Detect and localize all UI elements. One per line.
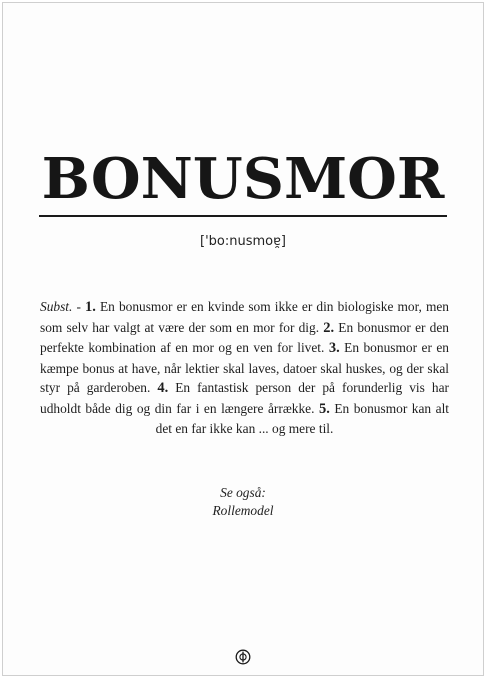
title-divider bbox=[39, 215, 447, 217]
entry-text: En bonusmor er en kvinde som ikke er din biologiske mor, men som selv har valgt at være der som en mor for dig. bbox=[40, 299, 449, 335]
see-also-label: Se også: bbox=[220, 485, 266, 500]
word-class: Subst. bbox=[40, 299, 73, 314]
entry-text: En bonusmor er den perfekte kombination af en mor og en ven for livet. bbox=[40, 319, 449, 355]
circle-monogram-icon bbox=[235, 649, 251, 665]
pronunciation: ['bo:nusmoɐ̯] bbox=[200, 234, 286, 249]
entry-number: 4. bbox=[157, 380, 169, 396]
entry-number: 5. bbox=[318, 400, 330, 417]
entry-number: 2. bbox=[323, 319, 335, 336]
poster bbox=[2, 2, 484, 676]
word-class-dash: - bbox=[72, 299, 86, 314]
entry-number: 3. bbox=[328, 340, 340, 356]
entry-number: 1. bbox=[85, 299, 96, 315]
see-also bbox=[3, 484, 483, 520]
entry-text: En bonusmor kan alt det en far ikke kan ... og mere til. bbox=[155, 400, 450, 436]
see-also-term: Rollemodel bbox=[212, 503, 274, 518]
page-title: BONUSMOR bbox=[41, 146, 445, 212]
entry-text: En fantastisk person der på forunderlig vis har udholdt både dig og din far i en længere årrække. bbox=[40, 380, 449, 416]
definition-text bbox=[40, 297, 449, 439]
entry-text: En bonusmor er en kæmpe bonus at have, når lektier skal laves, datoer skal huskes, og der skal styr på garderoben. bbox=[40, 340, 449, 395]
